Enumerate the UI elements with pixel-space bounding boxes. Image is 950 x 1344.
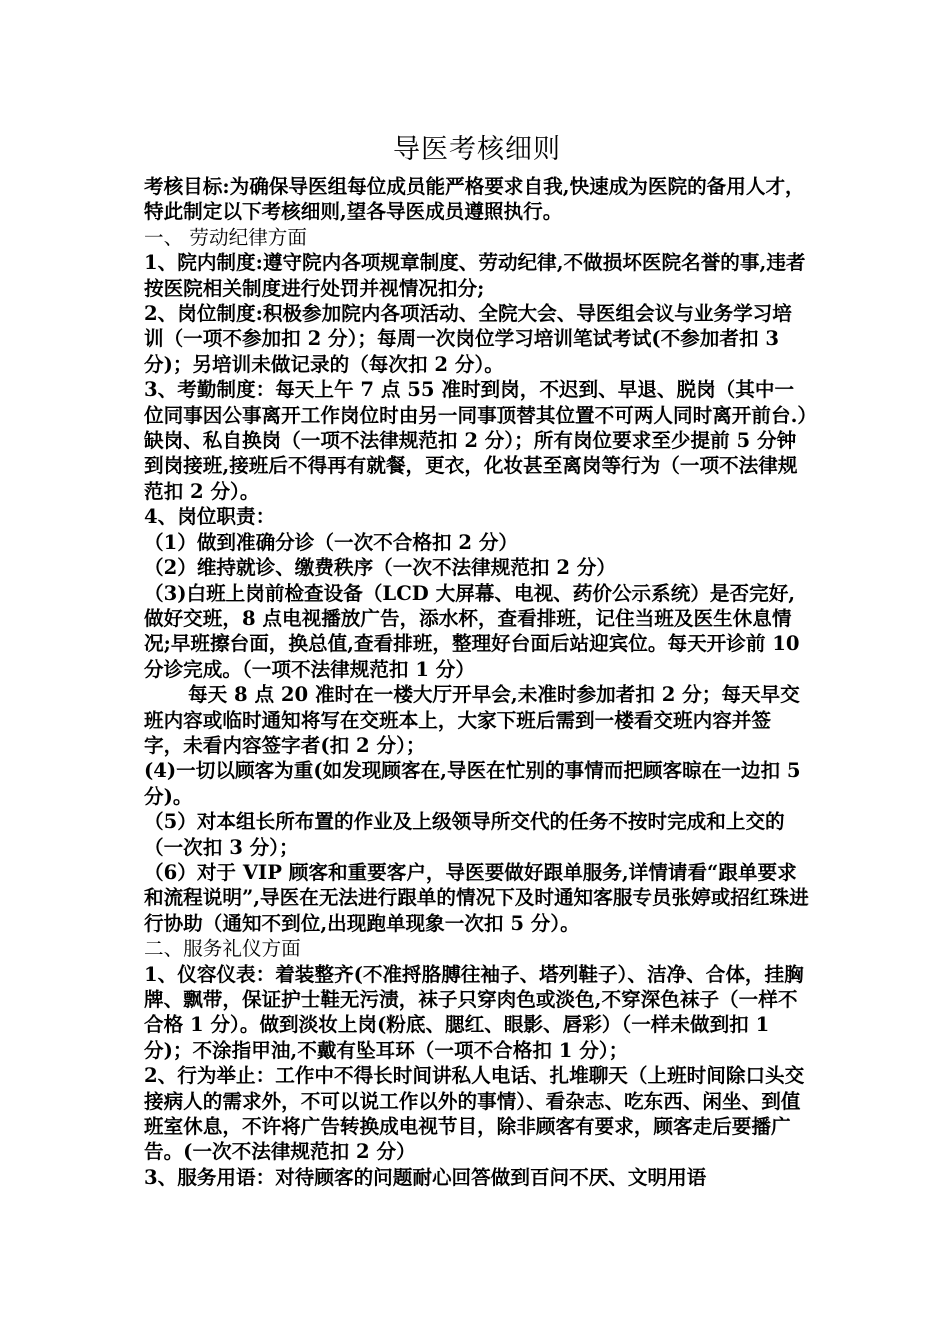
paragraph: 2、行为举止：工作中不得长时间讲私人电话、扎堆聊天（上班时间除口头交接病人的需求外，不可以说工作以外的事情）、看杂志、吃东西、闲坐、到值班室休息，不许将广告转换成电视节目，除非顾客有要求，顾客走后要播广告。(一次不法律规范扣 2 分） [144, 1064, 805, 1164]
paragraph: （1）做到准确分诊（一次不合格扣 2 分） [144, 530, 519, 554]
paragraph: 1、院内制度:遵守院内各项规章制度、劳动纪律,不做损坏医院名誉的事,违者按医院相关制度进行处罚并视情况扣分; [144, 251, 806, 300]
section-heading: 二、服务礼仪方面 [144, 937, 301, 961]
paragraph: （3)白班上岗前检查设备（LCD 大屏幕、电视、药价公示系统）是否完好,做好交班，8 点电视播放广告，添水杯，查看排班，记住当班及医生休息情况;早班擦台面，换总值,查看排班，整理好台面后站迎宾位。每天开诊前 10 分诊完成。（一项不法律规范扣 1 分） [144, 581, 800, 681]
paragraph: 4、岗位职责： [144, 505, 276, 529]
section-heading: 一、 劳动纪律方面 [144, 225, 307, 249]
paragraph: （5）对本组长所布置的作业及上级领导所交代的任务不按时完成和上交的（一次扣 3 分）； [144, 810, 785, 859]
paragraph: 考核目标:为确保导医组每位成员能严格要求自我,快速成为医院的备用人才，特此制定以下考核细则,望各导医成员遵照执行。 [144, 175, 805, 224]
paragraph: 3、服务用语：对待顾客的问题耐心回答做到百问不厌、文明用语 [144, 1165, 707, 1189]
document-body [144, 174, 810, 1190]
paragraph: 2、岗位制度:积极参加院内各项活动、全院大会、导医组会议与业务学习培训（一项不参加扣 2 分）；每周一次岗位学习培训笔试考试(不参加者扣 3 分)；另培训未做记录的（每次扣 2 分）。 [144, 302, 792, 376]
paragraph: 每天 8 点 20 准时在一楼大厅开早会,未准时参加者扣 2 分；每天早交班内容或临时通知将写在交班本上，大家下班后需到一楼看交班内容并签字，未看内容签字者(扣 2 分）； [144, 683, 800, 757]
paragraph: 3、考勤制度：每天上午 7 点 55 准时到岗，不迟到、早退、脱岗（其中一位同事因公事离开工作岗位时由另一同事顶替其位置不可两人同时离开前台.）缺岗、私自换岗（一项不法律规范扣 2 分）；所有岗位要求至少提前 5 分钟到岗接班,接班后不得再有就餐，更衣，化妆甚至离岗等行为（一项不法律规范扣 2 分）。 [144, 378, 808, 503]
paragraph: (4)一切以顾客为重(如发现顾客在,导医在忙别的事情而把顾客晾在一边扣 5 分)。 [144, 759, 801, 808]
document-title: 导医考核细则 [393, 134, 561, 165]
paragraph: （6）对于 VIP 顾客和重要客户，导医要做好跟单服务,详情请看“跟单要求和流程说明”,导医在无法进行跟单的情况下及时通知客服专员张婷或招红珠进行协助（通知不到位,出现跑单现象一次扣 5 分）。 [144, 860, 809, 935]
paragraph: 1、仪容仪表：着装整齐(不准捋胳膊往袖子、塔列鞋子）、洁净、合体，挂胸牌、飘带，保证护士鞋无污渍，袜子只穿肉色或淡色,不穿深色袜子（一样不合格 1 分）。做到淡妆上岗(粉底、腮红、眼影、唇彩）（一样未做到扣 1 分)；不涂指甲油,不戴有坠耳环（一项不合格扣 1 分）； [144, 962, 804, 1062]
paragraph: （2）维持就诊、缴费秩序（一次不法律规范扣 2 分） [144, 556, 616, 580]
